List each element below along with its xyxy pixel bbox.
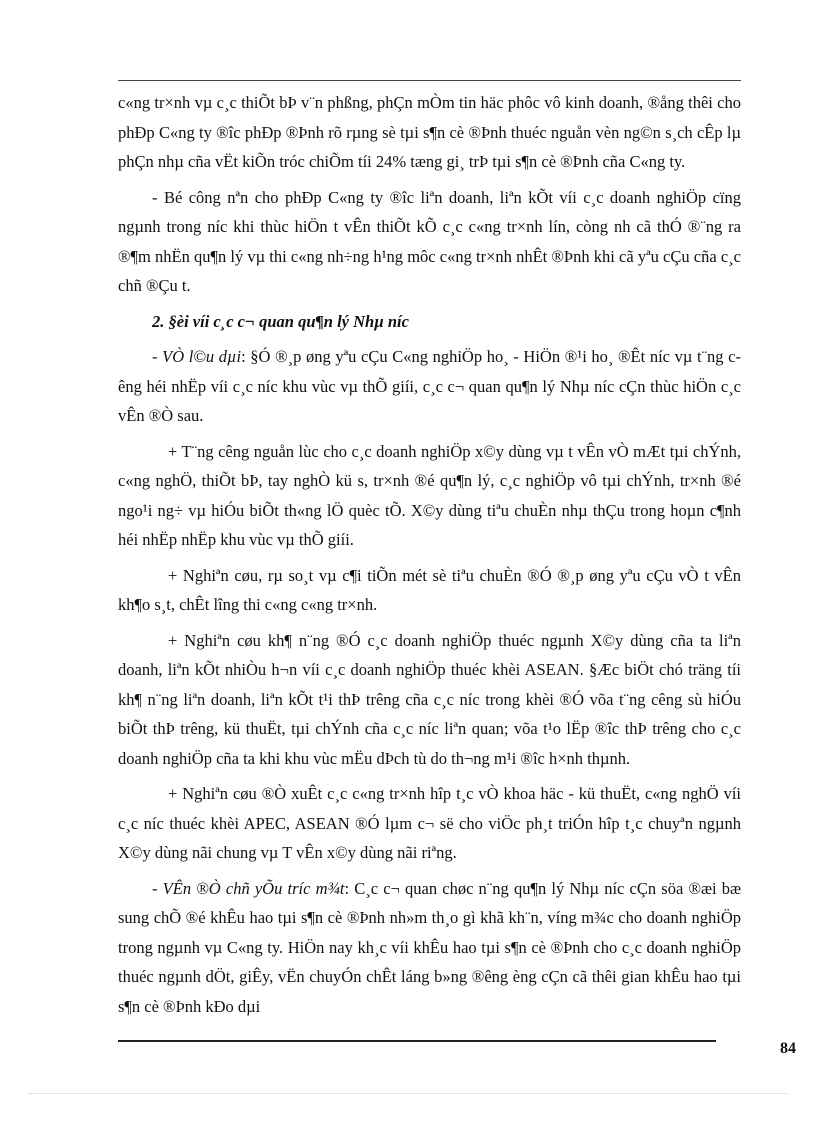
paragraph-8-text: : C¸c c¬ quan chøc n¨ng qu¶n lý Nhµ níc cÇn söa ®æi bæ sung chÕ ®é khÊu hao tµi s¶n cè ®Þnh nh»m th¸o gì khã kh¨n, víng m¾c cho doanh nghiÖp trong ngµnh vµ C«ng ty. HiÖn nay kh¸c víi khÊu hao tµi s¶n cè ®Þnh cho c¸c doanh nghiÖp thuéc ngµnh dÖt, giÊy, vËn chuyÓn chÊt láng b»ng ®êng èng cÇn cã thêi gian khÊu hao tµi s¶n cè ®Þnh kÐo dµi [118, 878, 741, 1016]
page-break-divider [28, 1093, 788, 1094]
paragraph-7: + Nghiªn cøu ®Ò xuÊt c¸c c«ng tr×nh hîp t¸c vÒ khoa häc - kü thuËt, c«ng nghÖ víi c¸c níc thuéc khèi APEC, ASEAN ®Ó lµm c¬ së cho viÖc ph¸t triÓn hîp t¸c chuyªn ngµnh X©y dùng nãi chung vµ T vÊn x©y dùng nãi riªng. [118, 784, 741, 862]
paragraph-1: c«ng tr×nh vµ c¸c thiÕt bÞ v¨n phßng, phÇn mÒm tin häc phôc vô kinh doanh, ®ång thêi cho phÐp C«ng ty ®îc phÐp ®Þnh rõ rµng sè tµi s¶n cè ®Þnh thuéc nguån vèn ng©n s¸ch cÊp lµ phÇn nhµ cña vËt kiÕn tróc chiÕm tíi 24% tæng gi¸ trÞ tµi s¶n cè ®Þnh cña C«ng ty. [118, 93, 741, 171]
paragraph-5: + Nghiªn cøu, rµ so¸t vµ c¶i tiÕn mét sè tiªu chuÈn ®Ó ®¸p øng yªu cÇu vÒ t vÊn kh¶o s¸t, chÊt lîng thi c«ng c«ng tr×nh. [118, 565, 741, 614]
section-heading: 2. §èi víi c¸c c¬ quan qu¶n lý Nhµ níc [152, 311, 409, 331]
paragraph-3-lead: VÒ l©u dµi [162, 347, 242, 366]
paragraph-2: - Bé công nªn cho phÐp C«ng ty ®îc liªn doanh, liªn kÕt víi c¸c doanh nghiÖp cïng ngµnh trong níc khi thùc hiÖn t vÊn thiÕt kÕ c¸c c«ng tr×nh lín, còng nh cã thÓ ®¨ng ra ®¶m nhËn qu¶n lý vµ thi c«ng nh÷ng h¹ng môc c«ng tr×nh nhÊt ®Þnh khi cã yªu cÇu cña c¸c chñ ®Çu t. [118, 187, 741, 295]
paragraph-8-lead: VÊn ®Ò chñ yÕu tríc m¾t [162, 878, 345, 898]
document-body [118, 88, 741, 1027]
paragraph-6: + Nghiªn cøu kh¶ n¨ng ®Ó c¸c doanh nghiÖp thuéc ngµnh X©y dùng cña ta liªn doanh, liªn kÕt nhiÒu h¬n víi c¸c doanh nghiÖp thuéc khèi ASEAN. §Æc biÖt chó träng tíi kh¶ n¨ng liªn doanh, liªn kÕt t¹i thÞ trêng cña c¸c níc trong khèi ®Ó võa t¨ng cêng sù hiÓu biÕt thÞ trêng, kü thuËt, tµi chÝnh cña c¸c níc liªn quan; võa t¹o lËp ®îc thÞ trêng cho c¸c doanh nghiÖp cña ta khi khu vùc mËu dÞch tù do th¬ng m¹i ®îc h×nh thµnh. [118, 630, 741, 768]
header-rule [118, 80, 741, 81]
page-number: 84 [780, 1040, 796, 1057]
paragraph-4: + T¨ng cêng nguån lùc cho c¸c doanh nghiÖp x©y dùng vµ t vÊn vÒ mÆt tµi chÝnh, c«ng nghÖ, thiÕt bÞ, tay nghÒ kü s, tr×nh ®é qu¶n lý, c¸c nghiÖp vô tµi chÝnh, tr×nh ®é ngo¹i ng÷ vµ hiÓu biÕt th«ng lÖ quèc tÕ. X©y dùng tiªu chuÈn nhµ thÇu trong hoµn c¶nh héi nhËp nhËp khu vùc vµ thÕ giíi. [118, 441, 741, 549]
footer-rule [118, 1040, 716, 1042]
paragraph-8: - VÊn ®Ò chñ yÕu tríc m¾t: C¸c c¬ quan chøc n¨ng qu¶n lý Nhµ níc cÇn söa ®æi bæ sung chÕ ®é khÊu hao tµi s¶n cè ®Þnh nh»m th¸o gì khã kh¨n, víng m¾c cho doanh nghiÖp trong ngµnh vµ C«ng ty. HiÖn nay kh¸c víi khÊu hao tµi s¶n cè ®Þnh cho c¸c doanh nghiÖp thuéc ngµnh dÖt, giÊy, vËn chuyÓn chÊt láng b»ng ®êng èng cÇn cã thêi gian khÊu hao tµi s¶n cè ®Þnh kÐo dµi [118, 878, 741, 1016]
paragraph-3: - VÒ l©u dµi: §Ó ®¸p øng yªu cÇu C«ng nghiÖp ho¸ - HiÖn ®¹i ho¸ ®Êt níc vµ t¨ng cêng héi nhËp víi c¸c níc khu vùc vµ thÕ giíi, c¸c c¬ quan qu¶n lý Nhµ níc cÇn thùc hiÖn c¸c vÊn ®Ò sau. [118, 347, 741, 425]
paragraph-3-text: : §Ó ®¸p øng yªu cÇu C«ng nghiÖp ho¸ - HiÖn ®¹i ho¸ ®Êt níc vµ t¨ng cêng héi nhËp víi c¸c níc khu vùc vµ thÕ giíi, c¸c c¬ quan qu¶n lý Nhµ níc cÇn thùc hiÖn c¸c vÊn ®Ò sau. [118, 347, 741, 425]
